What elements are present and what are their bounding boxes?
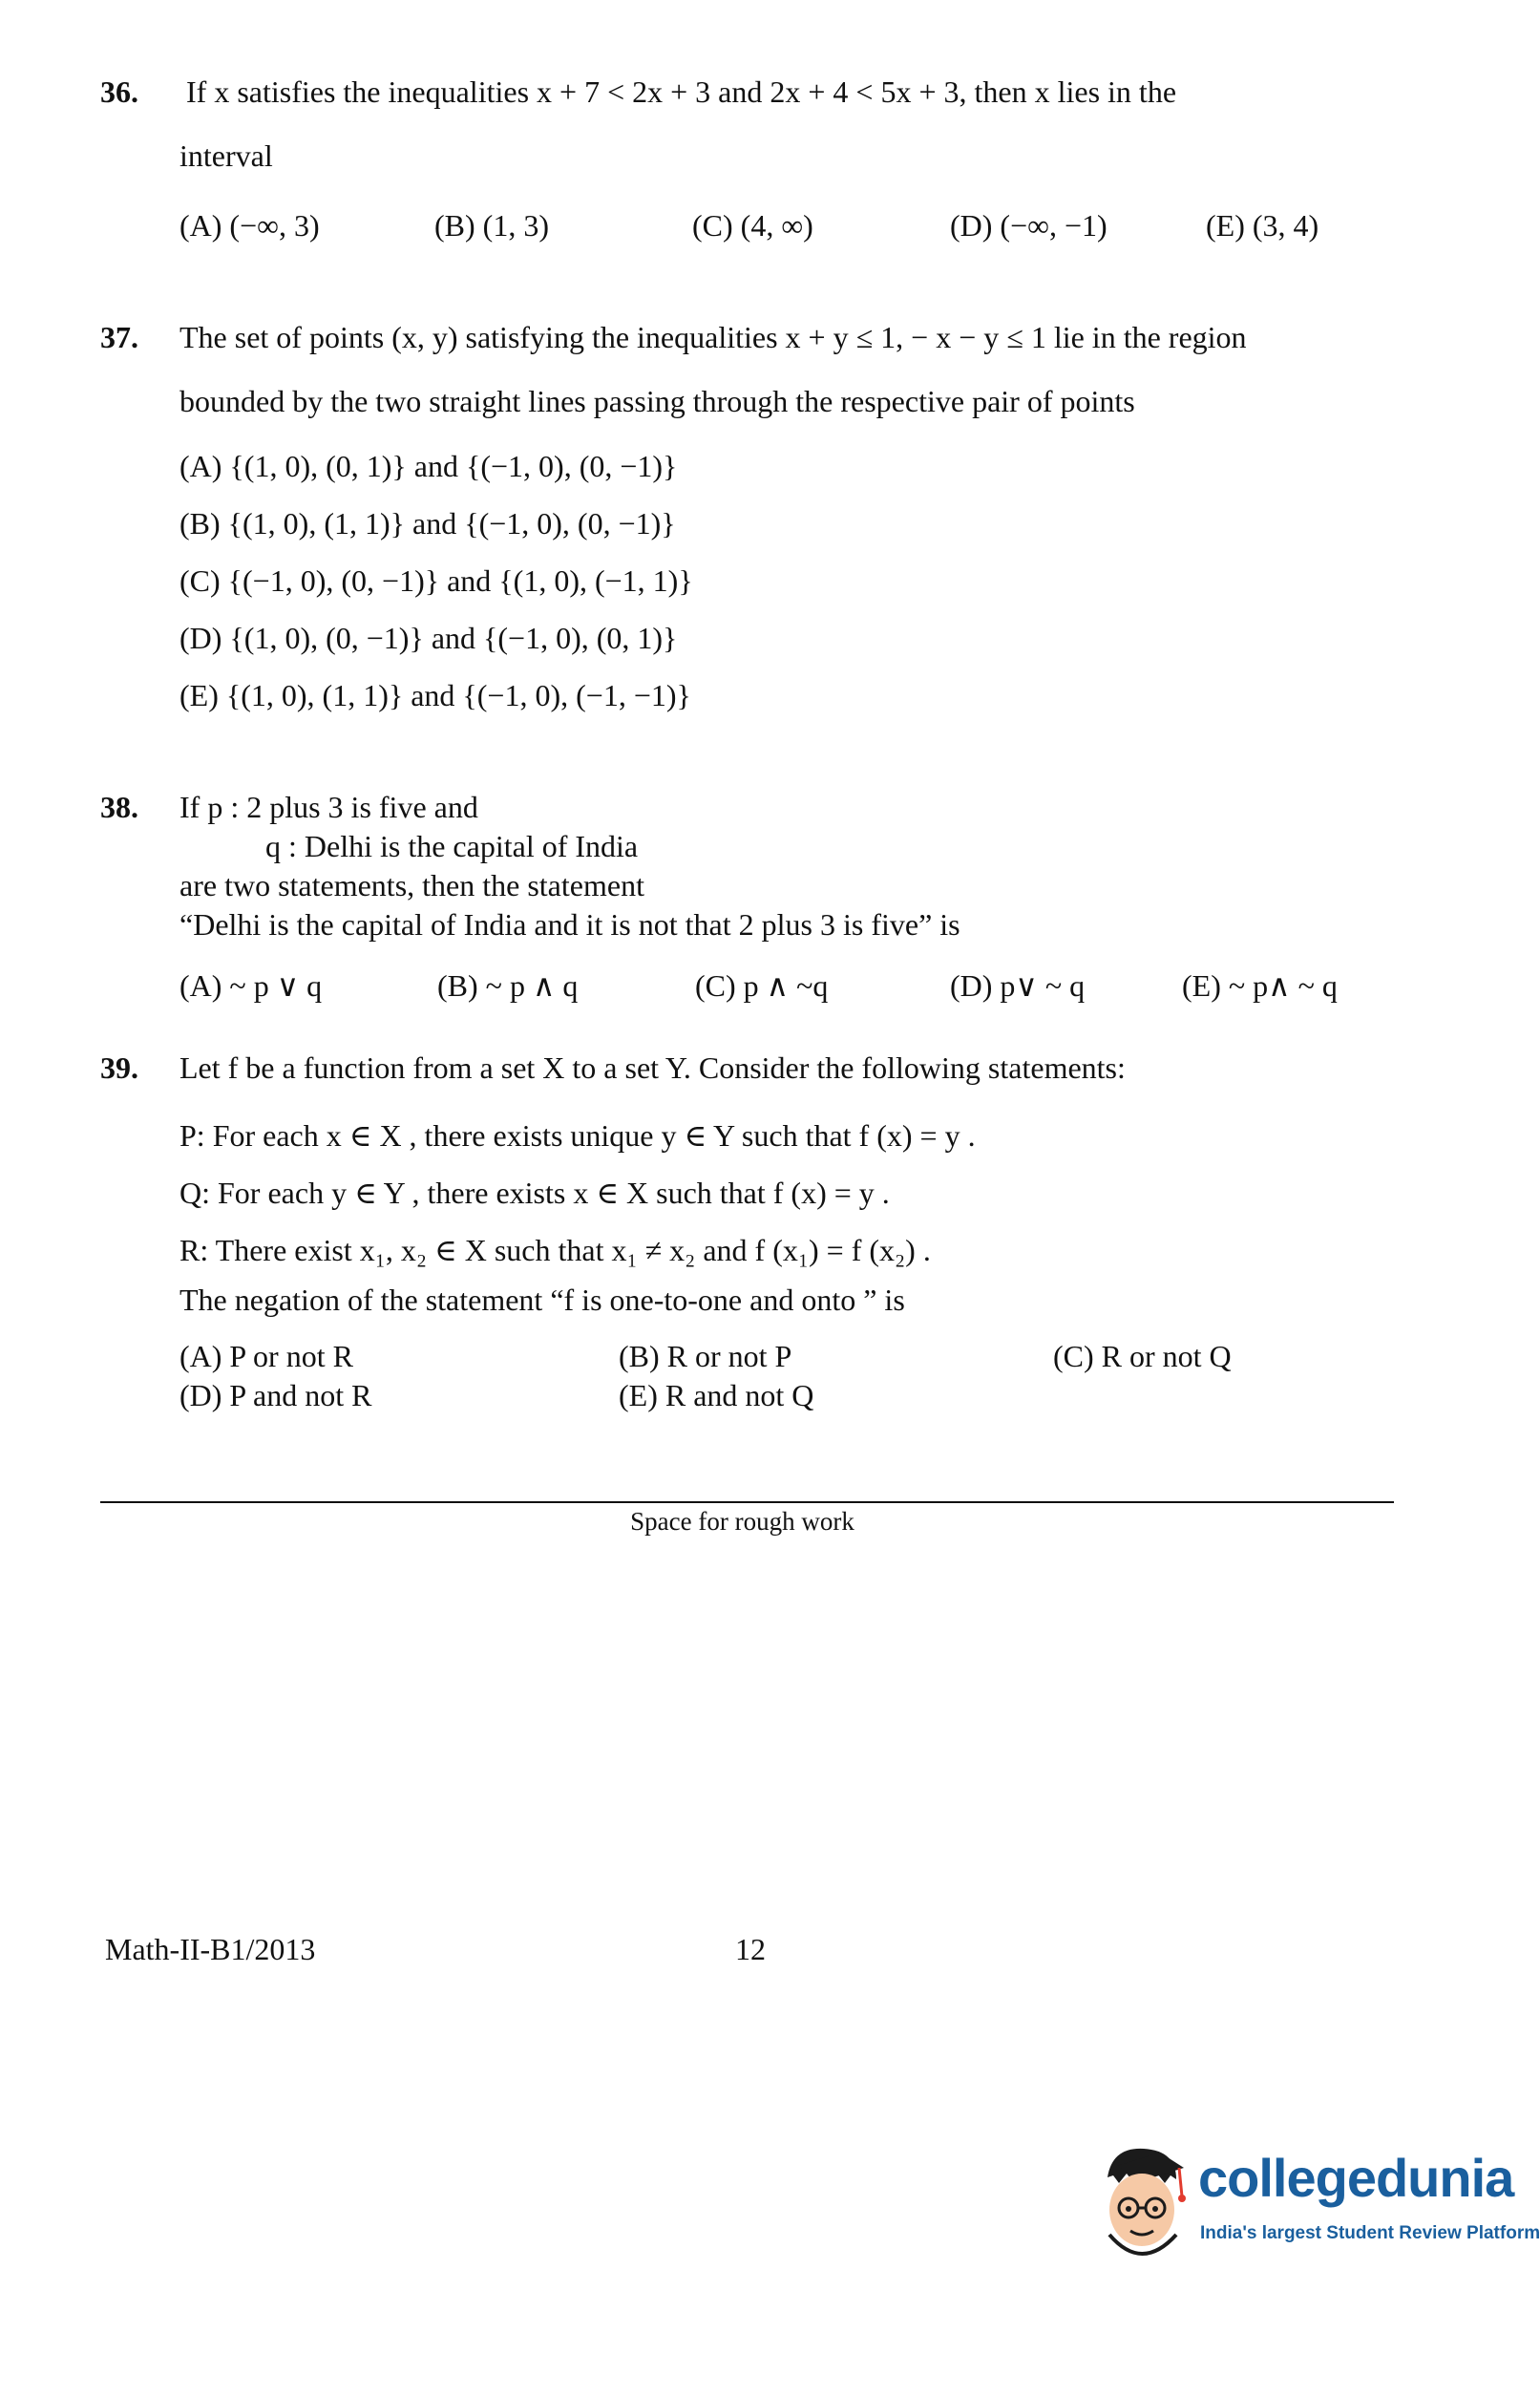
q37-option-a: (A) {(1, 0), (0, 1)} and {(−1, 0), (0, −1)} (179, 449, 678, 483)
q38-option-b: (B) ~ p ∧ q (437, 968, 579, 1003)
q38-text-line2: q : Delhi is the capital of India (265, 829, 639, 863)
q38-option-a: (A) ~ p ∨ q (179, 968, 323, 1003)
q36-option-b: (B) (1, 3) (434, 208, 549, 243)
q36-option-e: (E) (3, 4) (1206, 208, 1319, 243)
q39-statement-p: P: For each x ∈ X , there exists unique y ∈ Y such that f (x) = y . (179, 1118, 976, 1153)
q38-text-line1: If p : 2 plus 3 is five and (179, 790, 478, 824)
q39-text-line1: Let f be a function from a set X to a set Y. Consider the following statements: (179, 1050, 1126, 1085)
footer-paper-code: Math-II-B1/2013 (105, 1932, 316, 1966)
brand-name: collegedunia (1198, 2148, 1514, 2208)
mascot-icon (1088, 2139, 1193, 2263)
q37-option-d: (D) {(1, 0), (0, −1)} and {(−1, 0), (0, 1)} (179, 621, 678, 655)
q38-option-e: (E) ~ p∧ ~ q (1182, 968, 1338, 1003)
rough-work-divider (100, 1501, 1394, 1503)
collegedunia-logo (1088, 2139, 1540, 2292)
q37-text-line1: The set of points (x, y) satisfying the inequalities x + y ≤ 1, − x − y ≤ 1 lie in the region (179, 320, 1247, 354)
q36-option-c: (C) (4, ∞) (692, 208, 813, 243)
q36-text-line1: If x satisfies the inequalities x + 7 < 2x + 3 and 2x + 4 < 5x + 3, then x lies in the (186, 74, 1177, 109)
q39-option-b: (B) R or not P (619, 1339, 792, 1373)
q38-text-line3: are two statements, then the statement (179, 868, 644, 902)
rough-work-label: Space for rough work (630, 1507, 854, 1536)
q38-number: 38. (100, 790, 138, 824)
q38-option-d: (D) p∨ ~ q (950, 968, 1086, 1003)
q36-option-a: (A) (−∞, 3) (179, 208, 320, 243)
q39-option-d: (D) P and not R (179, 1378, 372, 1412)
q37-option-c: (C) {(−1, 0), (0, −1)} and {(1, 0), (−1, 1)} (179, 563, 693, 598)
q38-text-line4: “Delhi is the capital of India and it is not that 2 plus 3 is five” is (179, 907, 960, 942)
q38-option-c: (C) p ∧ ~q (695, 968, 829, 1003)
q37-text-line2: bounded by the two straight lines passing through the respective pair of points (179, 384, 1135, 418)
brand-tagline: India's largest Student Review Platform (1200, 2223, 1540, 2243)
q39-option-c: (C) R or not Q (1053, 1339, 1232, 1373)
q36-number: 36. (100, 74, 138, 109)
q36-option-d: (D) (−∞, −1) (950, 208, 1108, 243)
q37-option-b: (B) {(1, 0), (1, 1)} and {(−1, 0), (0, −1)} (179, 506, 676, 541)
q37-number: 37. (100, 320, 138, 354)
q39-statement-q: Q: For each y ∈ Y , there exists x ∈ X such that f (x) = y . (179, 1176, 890, 1210)
q39-statement-r: R: There exist x₁, x₂ ∈ X such that x₁ ≠ x₂ and f (x₁) = f (x₂) . (179, 1233, 931, 1267)
q36-text-line2: interval (179, 138, 273, 173)
q39-option-a: (A) P or not R (179, 1339, 353, 1373)
q39-number: 39. (100, 1050, 138, 1085)
footer-page-number: 12 (735, 1932, 766, 1966)
q37-option-e: (E) {(1, 0), (1, 1)} and {(−1, 0), (−1, −1)} (179, 678, 691, 712)
q39-option-e: (E) R and not Q (619, 1378, 814, 1412)
q39-negation-text: The negation of the statement “f is one-to-one and onto ” is (179, 1283, 905, 1317)
